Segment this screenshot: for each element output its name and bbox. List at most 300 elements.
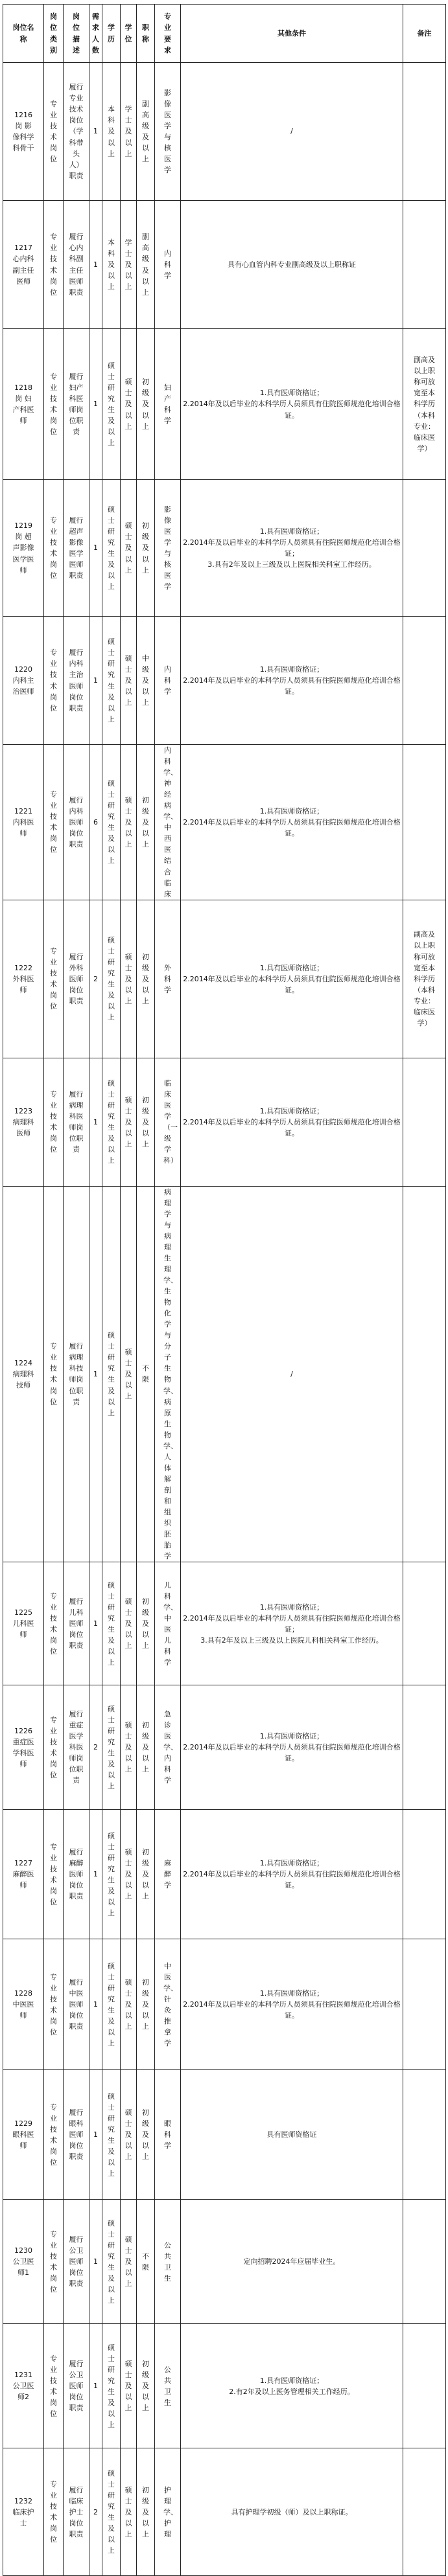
count-cell xyxy=(89,2070,102,2200)
post-desc-cell-text: 履行麻醉医师岗位职责 xyxy=(69,1848,84,1901)
major-cell-text: 公共卫生 xyxy=(164,2365,171,2407)
post-category-cell xyxy=(44,1810,64,1939)
other-conditions-cell xyxy=(181,329,403,480)
major-cell xyxy=(155,2200,181,2324)
condition-line: 3.具有2年及以上三级及以上医院相关科室工作经历。 xyxy=(207,560,376,569)
post-desc-cell xyxy=(64,1058,89,1186)
degree-cell-text: 硕士及以上 xyxy=(124,1347,132,1401)
title-cell xyxy=(137,2200,155,2324)
major-cell xyxy=(155,617,181,745)
degree-cell-text: 硕士及以上 xyxy=(124,795,132,849)
other-conditions-cell xyxy=(181,1810,403,1939)
major-cell xyxy=(155,2070,181,2200)
condition-line: 2.2014年及以后毕业的本科学历人员须具有住院医师规范化培训合格证。 xyxy=(183,974,401,994)
count-cell-text: 1 xyxy=(93,543,98,553)
remark-cell xyxy=(403,201,446,329)
post-category-cell xyxy=(44,329,64,480)
condition-line: 1.具有医师资格证； xyxy=(259,389,324,398)
post-desc-cell xyxy=(64,2070,89,2200)
post-category-cell-text: 专业技术岗位 xyxy=(50,1715,57,1779)
remark-cell xyxy=(403,1810,446,1939)
degree-cell xyxy=(121,2324,137,2448)
education-cell-text: 硕士研究生及以上 xyxy=(108,935,115,1022)
remark-cell-text: 副高及以上职称可放宽至本科学历（本科专业：临床医学） xyxy=(414,930,435,1027)
education-cell xyxy=(102,201,121,329)
condition-line: 2.有2年及以上医务管理相关工作经历。 xyxy=(229,2387,355,2396)
remark-cell xyxy=(403,2448,446,2576)
degree-cell xyxy=(121,63,137,201)
table-row xyxy=(3,1685,446,1810)
title-cell xyxy=(137,745,155,900)
title-cell xyxy=(137,1810,155,1939)
post-name-cell-text: 1218岗 妇产科医师 xyxy=(12,383,34,426)
education-cell xyxy=(102,1562,121,1685)
major-cell xyxy=(155,480,181,617)
post-category-cell xyxy=(44,63,64,201)
count-cell-text: 1 xyxy=(93,1369,98,1378)
title-cell xyxy=(137,329,155,480)
education-cell xyxy=(102,1939,121,2070)
title-cell xyxy=(137,617,155,745)
education-cell xyxy=(102,1685,121,1810)
remark-cell xyxy=(403,1939,446,2070)
table-row xyxy=(3,2324,446,2448)
remark-cell xyxy=(403,480,446,617)
education-cell-text: 硕士研究生及以上 xyxy=(108,779,115,865)
degree-cell-text: 学士及以上 xyxy=(124,238,132,291)
condition-line: 1.具有医师资格证； xyxy=(259,527,324,536)
degree-cell xyxy=(121,1810,137,1939)
count-cell xyxy=(89,63,102,201)
title-cell xyxy=(137,480,155,617)
title-cell-text: 初级及以上 xyxy=(142,1095,149,1148)
other-conditions-cell xyxy=(181,1939,403,2070)
post-name-cell xyxy=(3,1186,44,1562)
post-category-cell-text: 专业技术岗位 xyxy=(50,99,57,164)
education-cell-text: 硕士研究生及以上 xyxy=(108,2343,115,2429)
post-name-cell-text: 1221内科医师 xyxy=(12,806,34,838)
major-cell-text: 中医学、针灸推拿学 xyxy=(163,1961,178,2047)
education-cell xyxy=(102,745,121,900)
table-row xyxy=(3,329,446,480)
major-cell xyxy=(155,1186,181,1562)
remark-cell xyxy=(403,617,446,745)
education-cell xyxy=(102,617,121,745)
remark-cell xyxy=(403,1186,446,1562)
post-category-cell-text: 专业技术岗位 xyxy=(50,1842,57,1906)
post-category-cell xyxy=(44,617,64,745)
title-cell xyxy=(137,1939,155,2070)
degree-cell xyxy=(121,900,137,1058)
post-desc-cell xyxy=(64,1186,89,1562)
count-cell xyxy=(89,329,102,480)
post-name-cell xyxy=(3,1685,44,1810)
count-cell xyxy=(89,1685,102,1810)
post-category-cell xyxy=(44,1685,64,1810)
header-degree: 学位 xyxy=(121,5,137,63)
degree-cell-text: 硕士及以上 xyxy=(124,654,132,707)
degree-cell xyxy=(121,329,137,480)
post-desc-cell-text: 履行病理科医师岗位职责 xyxy=(69,1090,84,1154)
post-category-cell-text: 专业技术岗位 xyxy=(50,2229,57,2294)
major-cell xyxy=(155,1939,181,2070)
degree-cell-text: 硕士及以上 xyxy=(124,2485,132,2538)
other-conditions-cell xyxy=(181,617,403,745)
condition-line: 1.具有医师资格证； xyxy=(259,1602,324,1612)
condition-line: 具有护理学初级（师）及以上职称证。 xyxy=(231,2507,353,2516)
remark-cell xyxy=(403,1562,446,1685)
post-desc-cell xyxy=(64,2200,89,2324)
post-category-cell-text: 专业技术岗位 xyxy=(50,233,57,297)
post-desc-cell xyxy=(64,900,89,1058)
header-remark: 备注 xyxy=(403,5,446,63)
other-conditions-cell xyxy=(181,745,403,900)
condition-line: 2.2014年及以后毕业的本科学历人员须具有住院医师规范化培训合格证。 xyxy=(183,676,401,696)
post-desc-cell-text: 履行中医医师岗位职责 xyxy=(69,1978,84,2031)
title-cell-text: 初级及以上 xyxy=(142,2485,149,2538)
condition-line: 2.2014年及以后毕业的本科学历人员须具有住院医师规范化培训合格证。 xyxy=(183,1743,401,1763)
degree-cell xyxy=(121,2448,137,2576)
post-name-cell xyxy=(3,329,44,480)
condition-line: / xyxy=(290,1369,293,1378)
count-cell-text: 1 xyxy=(93,1870,98,1879)
table-row xyxy=(3,745,446,900)
post-category-cell xyxy=(44,900,64,1058)
major-cell-text: 内科学 xyxy=(164,249,171,280)
condition-line: 2.2014年及以后毕业的本科学历人员须具有住院医师规范化培训合格证； xyxy=(183,538,401,558)
major-cell xyxy=(155,201,181,329)
major-cell xyxy=(155,745,181,900)
condition-line: / xyxy=(290,127,293,136)
major-cell-text: 外科学 xyxy=(164,963,171,994)
post-name-cell-text: 1217心内科副主任医师 xyxy=(12,244,34,286)
other-conditions-cell xyxy=(181,480,403,617)
count-cell xyxy=(89,1186,102,1562)
count-cell-text: 1 xyxy=(93,2000,98,2009)
education-cell-text: 硕士研究生及以上 xyxy=(108,1078,115,1165)
count-cell xyxy=(89,1939,102,2070)
header-title: 职称 xyxy=(137,5,155,63)
title-cell xyxy=(137,1058,155,1186)
condition-line: 2.2014年及以后毕业的本科学历人员须具有住院医师规范化培训合格证。 xyxy=(183,2000,401,2020)
table-row xyxy=(3,1810,446,1939)
post-desc-cell-text: 履行专业技术岗位（学科带头人）职责 xyxy=(69,83,84,180)
count-cell xyxy=(89,617,102,745)
major-cell-text: 临床医学（一级学科） xyxy=(163,1078,178,1165)
header-post-desc: 岗位描述 xyxy=(64,5,89,63)
degree-cell xyxy=(121,2200,137,2324)
remark-cell xyxy=(403,2324,446,2448)
post-category-cell-text: 专业技术岗位 xyxy=(50,1972,57,2036)
header-education: 学历 xyxy=(102,5,121,63)
post-name-cell-text: 1227麻醉医师 xyxy=(12,1859,34,1890)
major-cell-text: 儿科学、中医儿科学 xyxy=(163,1580,178,1667)
post-name-cell xyxy=(3,617,44,745)
post-category-cell-text: 专业技术岗位 xyxy=(50,1090,57,1154)
major-cell-text: 影像医学与核医学 xyxy=(164,88,171,175)
degree-cell xyxy=(121,1685,137,1810)
education-cell xyxy=(102,63,121,201)
post-desc-cell-text: 履行儿科医师岗位职责 xyxy=(69,1597,84,1650)
major-cell xyxy=(155,2324,181,2448)
post-category-cell xyxy=(44,1058,64,1186)
degree-cell xyxy=(121,480,137,617)
post-desc-cell xyxy=(64,2324,89,2448)
post-name-cell-text: 1225儿科医师 xyxy=(12,1608,34,1639)
post-desc-cell xyxy=(64,329,89,480)
other-conditions-cell xyxy=(181,2200,403,2324)
post-category-cell-text: 专业技术岗位 xyxy=(50,648,57,712)
header-major: 专业要求 xyxy=(155,5,181,63)
table-row xyxy=(3,1562,446,1685)
major-cell xyxy=(155,2448,181,2576)
post-category-cell xyxy=(44,201,64,329)
condition-line: 2.2014年及以后毕业的本科学历人员须具有住院医师规范化培训合格证； xyxy=(183,1613,401,1634)
condition-line: 2.2014年及以后毕业的本科学历人员须具有住院医师规范化培训合格证。 xyxy=(183,400,401,420)
remark-cell xyxy=(403,745,446,900)
title-cell-text: 不限 xyxy=(142,2251,149,2272)
title-cell-text: 不限 xyxy=(142,1364,149,1384)
count-cell-text: 1 xyxy=(93,127,98,136)
table-row xyxy=(3,63,446,201)
condition-line: 1.具有医师资格证； xyxy=(259,1859,324,1868)
condition-line: 1.具有医师资格证； xyxy=(259,806,324,815)
condition-line: 具有医师资格证 xyxy=(266,2130,317,2139)
table-row xyxy=(3,2448,446,2576)
education-cell-text: 硕士研究生及以上 xyxy=(108,2469,115,2555)
education-cell xyxy=(102,480,121,617)
title-cell xyxy=(137,2070,155,2200)
post-name-cell-text: 1220内科主治医师 xyxy=(12,665,34,696)
education-cell-text: 硕士研究生及以上 xyxy=(108,1961,115,2047)
condition-line: 1.具有医师资格证； xyxy=(259,1732,324,1741)
other-conditions-cell xyxy=(181,1058,403,1186)
post-category-cell-text: 专业技术岗位 xyxy=(50,790,57,854)
condition-line: 1.具有医师资格证； xyxy=(259,665,324,674)
post-category-cell xyxy=(44,480,64,617)
title-cell-text: 初级及以上 xyxy=(142,378,149,431)
table-row xyxy=(3,900,446,1058)
remark-cell xyxy=(403,2070,446,2200)
degree-cell xyxy=(121,201,137,329)
degree-cell-text: 硕士及以上 xyxy=(124,1978,132,2031)
condition-line: 1.具有医师资格证； xyxy=(259,1106,324,1115)
post-desc-cell xyxy=(64,201,89,329)
title-cell-text: 初级及以上 xyxy=(142,2108,149,2161)
post-desc-cell-text: 履行外科医师岗位职责 xyxy=(69,952,84,1005)
post-category-cell xyxy=(44,2070,64,2200)
post-desc-cell xyxy=(64,63,89,201)
major-cell xyxy=(155,1685,181,1810)
post-category-cell-text: 专业技术岗位 xyxy=(50,947,57,1011)
major-cell-text: 急诊医学、内科学 xyxy=(163,1710,178,1785)
title-cell-text: 初级及以上 xyxy=(142,952,149,1005)
major-cell-text: 护理学、护理 xyxy=(163,2485,178,2538)
post-desc-cell xyxy=(64,2448,89,2576)
count-cell-text: 1 xyxy=(93,260,98,269)
education-cell-text: 硕士研究生及以上 xyxy=(108,1831,115,1917)
degree-cell-text: 硕士及以上 xyxy=(124,2235,132,2288)
table-header-row xyxy=(3,5,446,63)
education-cell xyxy=(102,1186,121,1562)
post-name-cell xyxy=(3,1810,44,1939)
post-name-cell xyxy=(3,2070,44,2200)
education-cell xyxy=(102,900,121,1058)
table-row xyxy=(3,1058,446,1186)
post-category-cell xyxy=(44,745,64,900)
count-cell-text: 1 xyxy=(93,676,98,685)
major-cell-text: 内科学 xyxy=(164,665,171,696)
title-cell-text: 初级及以上 xyxy=(142,795,149,849)
post-name-cell xyxy=(3,900,44,1058)
post-desc-cell-text: 履行眼科医师岗位职责 xyxy=(69,2108,84,2161)
education-cell xyxy=(102,2448,121,2576)
major-cell-text: 影像医学与核医学 xyxy=(164,505,171,591)
title-cell xyxy=(137,1685,155,1810)
post-name-cell-text: 1226重症医学科医师 xyxy=(12,1726,34,1768)
post-desc-cell-text: 履行重症医学科医师岗位职责 xyxy=(69,1710,84,1785)
header-other: 其他条件 xyxy=(181,5,403,63)
other-conditions-cell xyxy=(181,2070,403,2200)
title-cell xyxy=(137,63,155,201)
title-cell-text: 初级及以上 xyxy=(142,1978,149,2031)
post-category-cell xyxy=(44,2200,64,2324)
other-conditions-cell xyxy=(181,63,403,201)
condition-line: 定向招聘2024年应届毕业生。 xyxy=(243,2257,340,2266)
post-name-cell xyxy=(3,2324,44,2448)
degree-cell-text: 硕士及以上 xyxy=(124,521,132,575)
post-desc-cell xyxy=(64,1685,89,1810)
title-cell xyxy=(137,900,155,1058)
major-cell-text: 公共卫生 xyxy=(164,2240,171,2283)
count-cell xyxy=(89,745,102,900)
post-desc-cell xyxy=(64,617,89,745)
post-desc-cell-text: 履行妇产科医师岗位职责 xyxy=(69,372,84,437)
condition-line: 3.具有2年及以上三级及以上医院儿科相关科室工作经历。 xyxy=(200,1636,383,1645)
post-desc-cell-text: 履行临床护士岗位职责 xyxy=(69,2485,84,2538)
post-name-cell xyxy=(3,480,44,617)
post-desc-cell xyxy=(64,745,89,900)
condition-line: 具有心血管内科专业副高级及以上职称证 xyxy=(228,260,356,269)
other-conditions-cell xyxy=(181,201,403,329)
title-cell-text: 初级及以上 xyxy=(142,2360,149,2413)
post-name-cell xyxy=(3,1562,44,1685)
post-name-cell xyxy=(3,63,44,201)
condition-line: 1.具有医师资格证； xyxy=(259,963,324,972)
post-name-cell-text: 1228中医医师 xyxy=(12,1989,34,2020)
post-name-cell xyxy=(3,2448,44,2576)
header-count: 需求人数 xyxy=(89,5,102,63)
count-cell-text: 1 xyxy=(93,1619,98,1628)
remark-cell xyxy=(403,1685,446,1810)
condition-line: 2.2014年及以后毕业的本科学历人员须具有住院医师规范化培训合格证。 xyxy=(183,817,401,838)
table-row xyxy=(3,201,446,329)
count-cell-text: 1 xyxy=(93,1117,98,1126)
title-cell xyxy=(137,2324,155,2448)
education-cell xyxy=(102,2200,121,2324)
post-name-cell-text: 1219岗 超声影像医学医师 xyxy=(12,521,34,575)
table-row xyxy=(3,2070,446,2200)
post-name-cell-text: 1229眼科医师 xyxy=(12,2119,34,2150)
count-cell-text: 2 xyxy=(93,974,98,983)
post-category-cell-text: 专业技术岗位 xyxy=(50,1591,57,1656)
title-cell xyxy=(137,1186,155,1562)
post-name-cell-text: 1224病理科技师 xyxy=(12,1358,34,1389)
count-cell xyxy=(89,900,102,1058)
title-cell xyxy=(137,2448,155,2576)
education-cell-text: 硕士研究生及以上 xyxy=(108,1331,115,1417)
degree-cell-text: 硕士及以上 xyxy=(124,1095,132,1148)
post-name-cell xyxy=(3,1058,44,1186)
degree-cell xyxy=(121,617,137,745)
degree-cell-text: 硕士及以上 xyxy=(124,1721,132,1774)
major-cell xyxy=(155,1810,181,1939)
table-body xyxy=(3,63,446,2576)
other-conditions-cell xyxy=(181,1186,403,1562)
degree-cell xyxy=(121,1186,137,1562)
degree-cell-text: 硕士及以上 xyxy=(124,1848,132,1901)
education-cell-text: 本科及以上 xyxy=(108,105,115,158)
count-cell-text: 1 xyxy=(93,2130,98,2139)
other-conditions-cell xyxy=(181,1562,403,1685)
post-name-cell-text: 1230公卫医师1 xyxy=(12,2246,34,2277)
table-row xyxy=(3,2200,446,2324)
remark-cell xyxy=(403,900,446,1058)
post-name-cell xyxy=(3,745,44,900)
education-cell-text: 硕士研究生及以上 xyxy=(108,1704,115,1790)
degree-cell xyxy=(121,1939,137,2070)
post-category-cell-text: 专业技术岗位 xyxy=(50,516,57,580)
table-row xyxy=(3,480,446,617)
count-cell xyxy=(89,2200,102,2324)
post-desc-cell xyxy=(64,1939,89,2070)
major-cell xyxy=(155,329,181,480)
post-desc-cell-text: 履行超声影像医学医师职责 xyxy=(69,516,84,580)
title-cell-text: 初级及以上 xyxy=(142,1721,149,1774)
post-category-cell-text: 专业技术岗位 xyxy=(50,2354,57,2418)
major-cell-text: 病理学与病理生理学、生物化学与分子生物学、病原生物学、人体解剖和组织胚胎学 xyxy=(163,1187,178,1561)
post-desc-cell-text: 履行心内科副主任医师职责 xyxy=(69,233,84,297)
degree-cell xyxy=(121,1562,137,1685)
title-cell xyxy=(137,1562,155,1685)
education-cell-text: 本科及以上 xyxy=(108,238,115,291)
post-name-cell-text: 1231公卫医师2 xyxy=(12,2371,34,2402)
count-cell xyxy=(89,2448,102,2576)
major-cell-text: 内科学、神经病学、中西医结合临床 xyxy=(163,746,178,898)
other-conditions-cell xyxy=(181,1685,403,1810)
degree-cell xyxy=(121,745,137,900)
post-name-cell-text: 1222外科医师 xyxy=(12,963,34,994)
post-name-cell-text: 1223病理科医师 xyxy=(12,1106,34,1137)
remark-cell-text: 副高及以上职称可放宽至本科学历（本科专业：临床医学） xyxy=(414,356,435,453)
table-row xyxy=(3,1939,446,2070)
degree-cell-text: 硕士及以上 xyxy=(124,2360,132,2413)
education-cell xyxy=(102,2324,121,2448)
post-desc-cell-text: 履行内科主治医师岗位职责 xyxy=(69,648,84,712)
post-name-cell xyxy=(3,201,44,329)
post-desc-cell-text: 履行公卫医师岗位职责 xyxy=(69,2360,84,2413)
count-cell-text: 1 xyxy=(93,400,98,409)
degree-cell xyxy=(121,2070,137,2200)
title-cell-text: 副高级及以上 xyxy=(142,99,149,164)
degree-cell xyxy=(121,1058,137,1186)
degree-cell-text: 学士及以上 xyxy=(124,105,132,158)
table-row xyxy=(3,617,446,745)
major-cell-text: 麻醉学 xyxy=(164,1859,171,1890)
title-cell-text: 中级及以上 xyxy=(142,654,149,707)
major-cell xyxy=(155,900,181,1058)
table-row xyxy=(3,1186,446,1562)
